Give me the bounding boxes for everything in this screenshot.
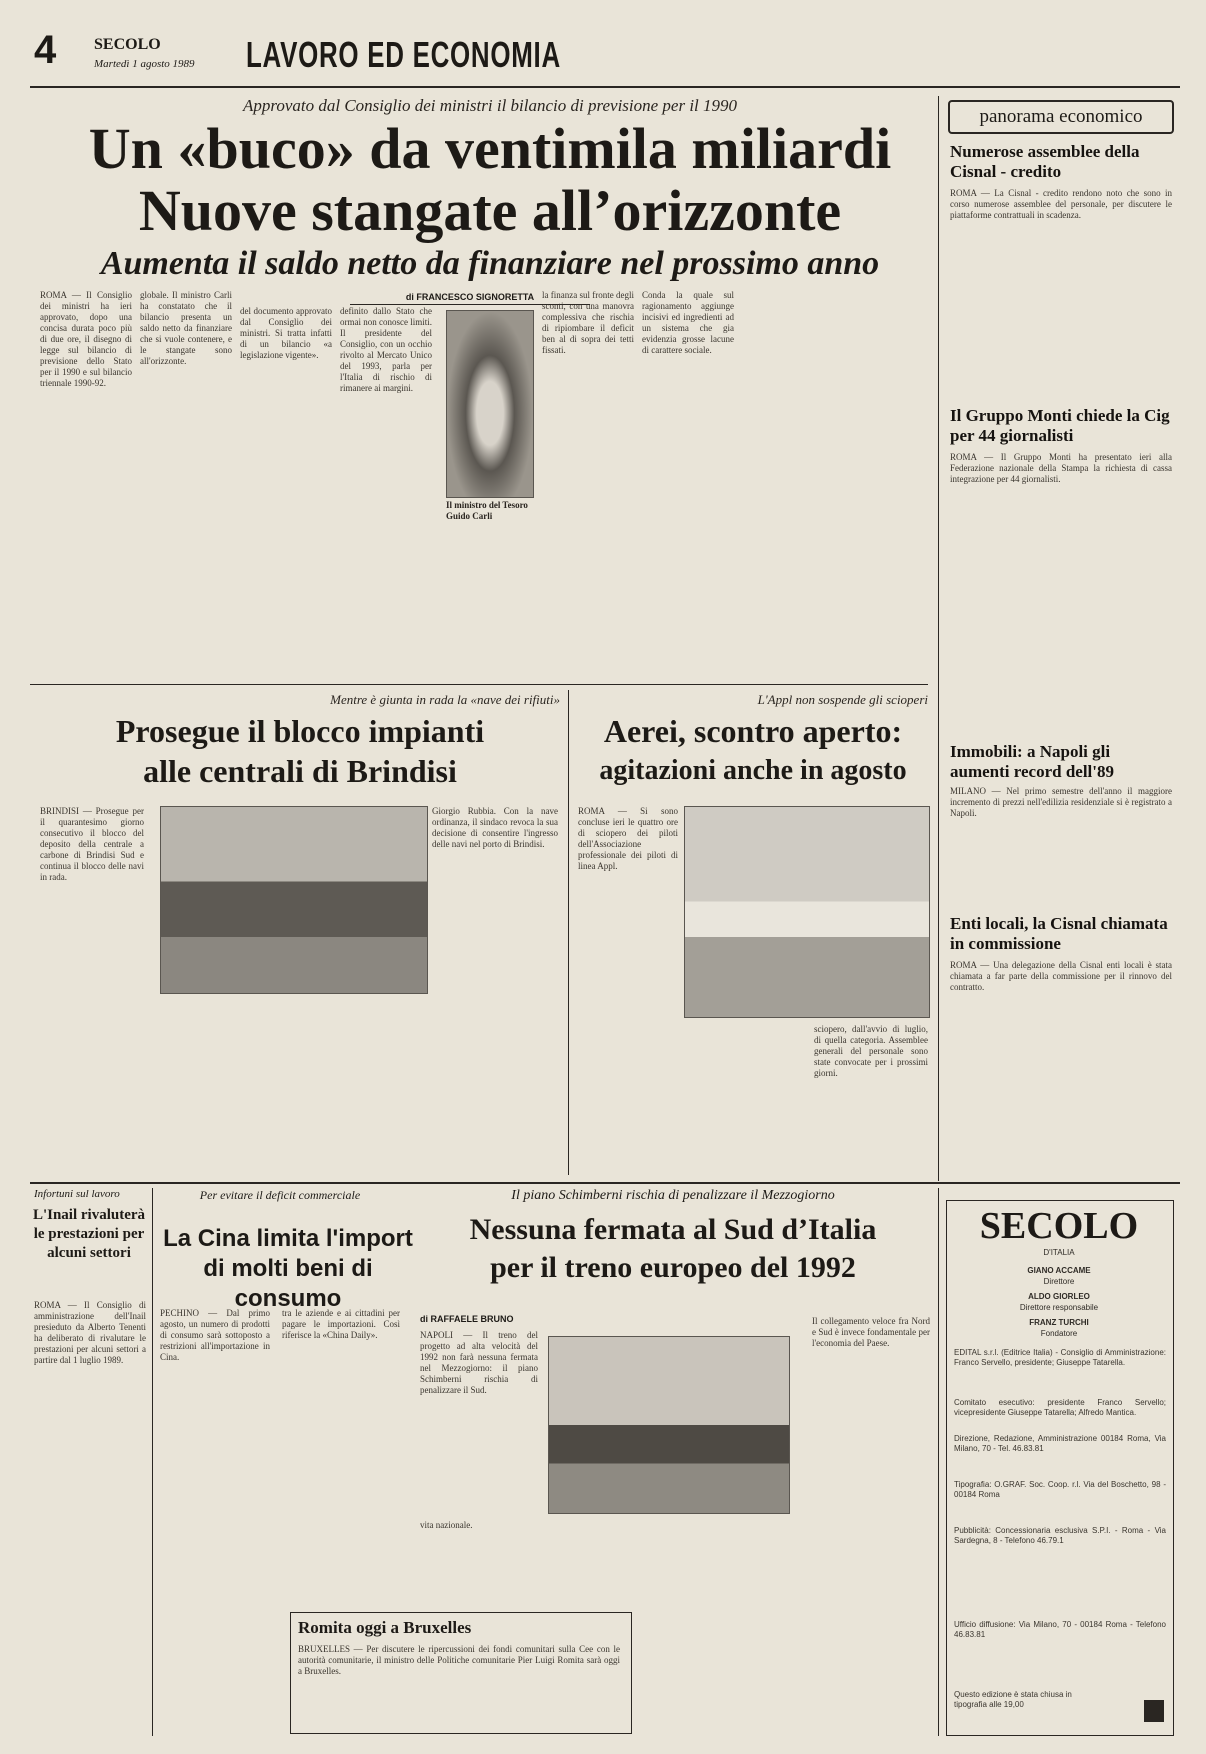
treno-col-1: NAPOLI — Il treno del progetto ad alta velocità del 1992 non farà nessuna fermata nel Mezzogiorno: il piano Schimberni rischia di penalizzare il Sud. (420, 1330, 538, 1395)
bruxelles-body: BRUXELLES — Per discutere le ripercussioni dei fondi comunitari sulla Cee con le autorità comunitarie, il ministro delle Politiche comunitarie Pier Luigi Romita sarà oggi a Bruxelles. (298, 1644, 620, 1676)
lead-col-6: la finanza sul fronte degli sconti, con una manovra complessiva che rischia di ripiombare il deficit ben al di sopra dei tetti fissati. (542, 290, 634, 355)
carli-photo-caption: Il ministro del Tesoro Guido Carli (446, 500, 528, 521)
treno-byline: di RAFFAELE BRUNO (420, 1314, 514, 1324)
lead-bottom-rule (30, 684, 928, 685)
masthead-director-role: Direttore (1043, 1277, 1075, 1286)
bruxelles-headline: Romita oggi a Bruxelles (298, 1618, 472, 1637)
panorama-head-2: Il Gruppo Monti chiede la Cig per 44 giornalisti (950, 406, 1170, 445)
inail-headline: L'Inail rivaluterà le prestazioni per alcuni settori (32, 1207, 146, 1261)
panorama-head-3: Immobili: a Napoli gli aumenti record dell'89 (950, 742, 1114, 781)
lead-headline-2: Nuove stangate all’orizzonte (138, 178, 842, 243)
masthead-divider (938, 1188, 939, 1736)
masthead-name: SECOLO (979, 1205, 1139, 1247)
masthead-director: GIANO ACCAME (1027, 1266, 1091, 1275)
inail-kicker: Infortuni sul lavoro (34, 1188, 120, 1200)
treno-headline-2: per il treno europeo del 1992 (490, 1251, 856, 1284)
masthead-p5: Pubblicità: Concessionaria esclusiva S.P.I. - Roma - Via Sardegna, 8 - Telefono 46.79.1 (954, 1526, 1166, 1545)
brindisi-headline-2: alle centrali di Brindisi (143, 753, 457, 789)
brindisi-headline-1: Prosegue il blocco impianti (115, 713, 485, 749)
lead-col-2: globale. Il ministro Carli ha constatato che il bilancio presenta un saldo netto da finanziare che si vuole contenere, e le stangate sono all'orizzonte. (140, 290, 232, 366)
aerei-kicker: L'Appl non sospende gli scioperi (757, 692, 928, 707)
carli-photo (446, 310, 534, 498)
brindisi-kicker: Mentre è giunta in rada la «nave dei rifiuti» (330, 692, 560, 707)
plane-photo (684, 806, 930, 1018)
section-title: LAVORO ED ECONOMIA (246, 34, 561, 75)
brindisi-col-1: BRINDISI — Prosegue per il quarantesimo giorno consecutivo il blocco del deposito della centrale a carbone di Brindisi Sud e continua il blocco delle navi in rada. (40, 806, 144, 882)
treno-col-4: Il collegamento veloce fra Nord e Sud è invece fondamentale per l'economia del Paese. (812, 1316, 930, 1348)
masthead-founder: FRANZ TURCHI (1029, 1318, 1089, 1327)
lead-subhead: Aumenta il saldo netto da finanziare nel prossimo anno (100, 245, 880, 282)
panorama-body-4: ROMA — Una delegazione della Cisnal enti locali è stata chiamata a far parte della commissione per il rinnovo del contratto. (950, 960, 1172, 992)
right-column-rule (938, 96, 939, 1181)
cina-kicker: Per evitare il deficit commerciale (199, 1188, 361, 1202)
aerei-col-1: ROMA — Si sono concluse ieri le quattro ore di sciopero dei piloti dell'Associazione professionale dei piloti di linea Appl. (578, 806, 678, 871)
masthead-p7: Questo edizione è stata chiusa in tipografia alle 19,00 (954, 1690, 1072, 1709)
treno-col-2: vita nazionale. (420, 1520, 473, 1530)
masthead-p2: Comitato esecutivo: presidente Franco Servello; vicepresidente Giuseppe Tatarella; Alfredo Mantica. (954, 1398, 1166, 1417)
cina-col-2: tra le aziende e ai cittadini per pagare le importazioni. Così riferisce la «China Daily». (282, 1308, 400, 1340)
brindisi-col-2: Giorgio Rubbia. Con la nave ordinanza, il sindaco revoca la sua decisione di consentire l'ingresso delle navi nel porto di Brindisi. (432, 806, 558, 849)
train-photo (548, 1336, 790, 1514)
lead-kicker: Approvato dal Consiglio dei ministri il bilancio di previsione per il 1990 (242, 96, 738, 115)
inail-divider (152, 1188, 153, 1736)
lead-headline-1: Un «buco» da ventimila miliardi (88, 116, 892, 181)
aerei-col-3: sciopero, dall'avvio di luglio, di quella categoria. Assemblee generali del personale sono state convocate per i prossimi giorni. (814, 1024, 928, 1078)
masthead-p6: Ufficio diffusione: Via Milano, 70 - 00184 Roma - Telefono 46.83.81 (954, 1620, 1166, 1639)
header-date: Martedì 1 agosto 1989 (94, 58, 195, 70)
lead-col-4: definito dallo Stato che ormai non conosce limiti. Il presidente del Consiglio, con un occhio rivolto al Mercato Unico del 1993, parla per l'Italia di rischio di rimanere ai margini. (340, 306, 432, 393)
masthead-p1: EDITAL s.r.l. (Editrice Italia) - Consiglio di Amministrazione: Franco Servello, presidente; Giuseppe Tatarella. (954, 1348, 1166, 1367)
panorama-head-4: Enti locali, la Cisnal chiamata in commissione (950, 914, 1168, 953)
inail-body: ROMA — Il Consiglio di amministrazione dell'Inail presieduto da Alberto Tenenti ha deliberato di rivalutare le prestazioni per alcuni settori a partire dal 1 luglio 1989. (34, 1300, 146, 1365)
masthead-founder-role: Fondatore (1040, 1329, 1078, 1338)
page-number: 4 (34, 28, 57, 72)
masthead-resp: ALDO GIORLEO (1028, 1292, 1090, 1301)
treno-kicker: Il piano Schimberni rischia di penalizzare il Mezzogiorno (511, 1188, 835, 1203)
panorama-title: panorama economico (948, 100, 1174, 134)
aerei-headline-2: agitazioni anche in agosto (599, 755, 907, 786)
lead-col-7: Conda la quale sul ragionamento aggiunge incisivi ed ingredienti ad un sistema che gia evidenzia grosse lacune di carattere sociale. (642, 290, 734, 355)
panorama-body-1: ROMA — La Cisnal - credito rendono noto che sono in corso numerose assemblee del personale, per discutere le piattaforme contrattuali in scadenza. (950, 188, 1172, 220)
brindisi-aerei-divider (568, 690, 569, 1175)
printer-logo-icon (1144, 1700, 1164, 1722)
lead-col-1: ROMA — Il Consiglio dei ministri ha ieri approvato, dopo una concisa durata poco più di due ore, il disegno di legge sul bilancio di previsione dello Stato per il 1990 e sul bilancio triennale 1990-92. (40, 290, 132, 388)
ship-photo (160, 806, 428, 994)
lower-section-rule (30, 1182, 1180, 1184)
masthead-p3: Direzione, Redazione, Amministrazione 00184 Roma, Via Milano, 70 - Tel. 46.83.81 (954, 1434, 1166, 1453)
treno-headline-1: Nessuna fermata al Sud d’Italia (469, 1213, 877, 1246)
panorama-head-1: Numerose assemblee della Cisnal - credito (950, 142, 1140, 181)
paper-name-small: SECOLO (94, 36, 161, 53)
header-rule (30, 86, 1180, 88)
panorama-body-2: ROMA — Il Gruppo Monti ha presentato ieri alla Federazione nazionale della Stampa la richiesta di cassa integrazione per 44 giornalisti. (950, 452, 1172, 484)
cina-headline: La Cina limita l'import di molti beni di consumo (163, 1225, 413, 1312)
panorama-body-3: MILANO — Nel primo semestre dell'anno il maggiore incremento di prezzi nell'edilizia residenziale si è registrato a Napoli. (950, 786, 1172, 818)
lead-byline: di FRANCESCO SIGNORETTA (350, 292, 590, 305)
masthead-sub: D'ITALIA (1043, 1248, 1075, 1257)
masthead-resp-role: Direttore responsabile (1019, 1303, 1099, 1312)
lead-col-3: del documento approvato dal Consiglio dei ministri. Si tratta infatti di un bilancio «a legislazione vigente». (240, 306, 332, 360)
cina-col-1: PECHINO — Dal primo agosto, un numero di prodotti di consumo sarà sottoposto a restrizioni all'importazione in Cina. (160, 1308, 270, 1362)
masthead-p4: Tipografia: O.GRAF. Soc. Coop. r.l. Via del Boschetto, 98 - 00184 Roma (954, 1480, 1166, 1499)
aerei-headline-1: Aerei, scontro aperto: (603, 713, 903, 749)
